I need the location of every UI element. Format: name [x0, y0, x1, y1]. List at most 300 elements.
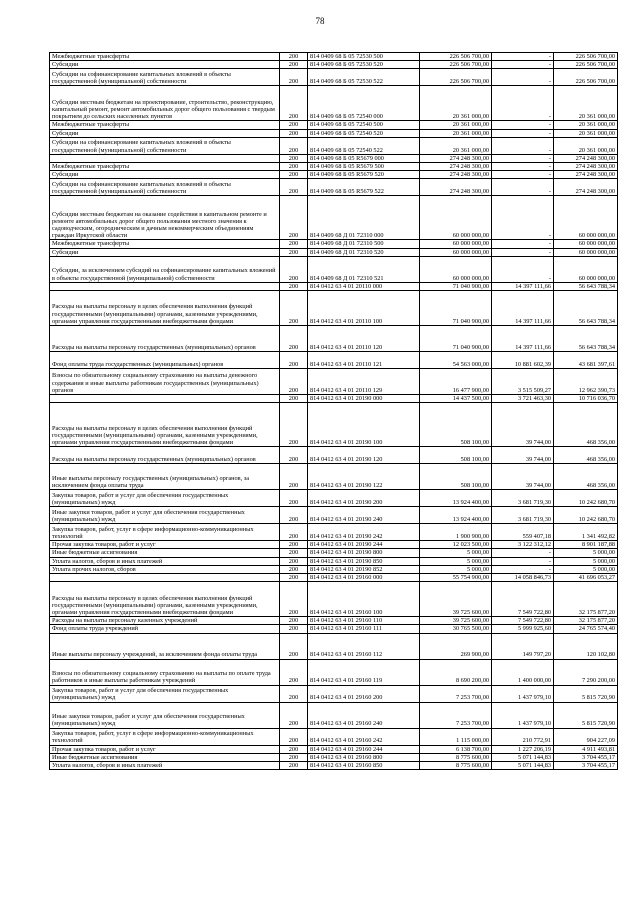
unexecuted-amount-cell: 468 356,00: [554, 447, 618, 464]
line-code-cell: 200: [280, 745, 308, 753]
approved-amount-cell: 60 000 000,00: [420, 256, 492, 282]
line-code-cell: 200: [280, 395, 308, 403]
executed-amount-cell: -: [492, 248, 554, 256]
expense-name-cell: Иные бюджетные ассигнования: [50, 753, 280, 761]
classification-code-cell: 814 0412 63 4 01 29160 242: [308, 728, 420, 745]
unexecuted-amount-cell: 32 175 877,20: [554, 617, 618, 625]
unexecuted-amount-cell: 274 248 300,00: [554, 179, 618, 196]
approved-amount-cell: 71 040 900,00: [420, 291, 492, 326]
classification-code-cell: 814 0409 68 Б 05 R5679 522: [308, 179, 420, 196]
line-code-cell: 200: [280, 753, 308, 761]
classification-code-cell: 814 0412 63 4 01 20190 100: [308, 403, 420, 447]
unexecuted-amount-cell: 5 000,00: [554, 549, 618, 557]
unexecuted-amount-cell: 41 696 053,27: [554, 574, 618, 582]
table-row: [50, 196, 618, 240]
unexecuted-amount-cell: 226 506 700,00: [554, 69, 618, 86]
executed-amount-cell: -: [492, 137, 554, 154]
approved-amount-cell: 274 248 300,00: [420, 171, 492, 179]
expense-name-cell: Уплата налогов, сборов и иных платежей: [50, 557, 280, 565]
unexecuted-amount-cell: 1 341 492,82: [554, 524, 618, 541]
expense-name-cell: Расходы на выплаты персоналу в целях обеспечения выполнения функций государственными (муниципальными) органами, казенными учреждениями, органами управления государственными внебюджетными фондами: [50, 582, 280, 617]
expense-name-cell: Субсидии на софинансирование капитальных вложений в объекты государственной (муниципальной) собственности: [50, 179, 280, 196]
classification-code-cell: 814 0409 68 Д 01 72310 500: [308, 240, 420, 248]
table-row: [50, 179, 618, 196]
classification-code-cell: 814 0409 68 Б 05 R5679 520: [308, 171, 420, 179]
expense-name-cell: Расходы на выплаты персоналу государственных (муниципальных) органов: [50, 447, 280, 464]
unexecuted-amount-cell: 226 506 700,00: [554, 61, 618, 69]
line-code-cell: 200: [280, 282, 308, 290]
line-code-cell: 200: [280, 403, 308, 447]
executed-amount-cell: -: [492, 129, 554, 137]
table-row: [50, 582, 618, 617]
unexecuted-amount-cell: 56 643 788,34: [554, 326, 618, 352]
expense-name-cell: Уплата прочих налогов, сборов: [50, 565, 280, 573]
table-body: [50, 53, 618, 770]
table-row: [50, 541, 618, 549]
expense-name-cell: Закупка товаров, работ, услуг в сфере информационно-коммуникационных технологий: [50, 524, 280, 541]
unexecuted-amount-cell: 5 815 720,90: [554, 685, 618, 702]
line-code-cell: 200: [280, 685, 308, 702]
approved-amount-cell: 60 000 000,00: [420, 196, 492, 240]
executed-amount-cell: -: [492, 565, 554, 573]
line-code-cell: 200: [280, 53, 308, 61]
approved-amount-cell: 39 725 600,00: [420, 617, 492, 625]
expense-name-cell: [50, 282, 280, 290]
classification-code-cell: 814 0412 63 4 01 29160 119: [308, 659, 420, 685]
expense-name-cell: [50, 574, 280, 582]
expense-name-cell: Межбюджетные трансферты: [50, 53, 280, 61]
unexecuted-amount-cell: 120 102,80: [554, 633, 618, 659]
line-code-cell: 200: [280, 61, 308, 69]
executed-amount-cell: -: [492, 69, 554, 86]
approved-amount-cell: 20 361 000,00: [420, 137, 492, 154]
expense-name-cell: Межбюджетные трансферты: [50, 163, 280, 171]
table-row: [50, 753, 618, 761]
table-row: [50, 248, 618, 256]
approved-amount-cell: 508 100,00: [420, 403, 492, 447]
executed-amount-cell: 7 549 722,80: [492, 617, 554, 625]
line-code-cell: 200: [280, 702, 308, 728]
line-code-cell: 200: [280, 574, 308, 582]
unexecuted-amount-cell: 43 681 397,61: [554, 352, 618, 369]
executed-amount-cell: 3 515 509,27: [492, 369, 554, 395]
line-code-cell: 200: [280, 86, 308, 121]
line-code-cell: 200: [280, 240, 308, 248]
expense-name-cell: Иные закупки товаров, работ и услуг для обеспечения государственных (муниципальных) нужд: [50, 702, 280, 728]
classification-code-cell: 814 0409 68 Б 05 72540 522: [308, 137, 420, 154]
expense-name-cell: Субсидии местным бюджетам на проектирование, строительство, реконструкцию, капитальный ремонт, ремонт автомобильных дорог общего пользования с твердым покрытием до сельских населенных пунктов: [50, 86, 280, 121]
line-code-cell: 200: [280, 541, 308, 549]
expense-name-cell: Закупка товаров, работ и услуг для обеспечения государственных (муниципальных) нужд: [50, 685, 280, 702]
unexecuted-amount-cell: 7 290 200,00: [554, 659, 618, 685]
classification-code-cell: 814 0412 63 4 01 20190 850: [308, 557, 420, 565]
line-code-cell: 200: [280, 549, 308, 557]
approved-amount-cell: 7 253 700,00: [420, 685, 492, 702]
classification-code-cell: 814 0412 63 4 01 20190 200: [308, 490, 420, 507]
approved-amount-cell: 16 477 900,00: [420, 369, 492, 395]
unexecuted-amount-cell: 32 175 877,20: [554, 582, 618, 617]
executed-amount-cell: -: [492, 179, 554, 196]
classification-code-cell: 814 0409 68 Д 01 72310 521: [308, 256, 420, 282]
table-row: [50, 745, 618, 753]
approved-amount-cell: 274 248 300,00: [420, 154, 492, 162]
unexecuted-amount-cell: 468 356,00: [554, 403, 618, 447]
expense-name-cell: Иные выплаты персоналу учреждений, за исключением фонда оплаты труда: [50, 633, 280, 659]
classification-code-cell: 814 0412 63 4 01 20110 000: [308, 282, 420, 290]
unexecuted-amount-cell: 56 643 788,34: [554, 282, 618, 290]
expense-name-cell: [50, 395, 280, 403]
approved-amount-cell: 39 725 600,00: [420, 582, 492, 617]
table-row: [50, 326, 618, 352]
executed-amount-cell: 39 744,00: [492, 403, 554, 447]
line-code-cell: 200: [280, 326, 308, 352]
executed-amount-cell: 210 772,91: [492, 728, 554, 745]
approved-amount-cell: 20 361 000,00: [420, 86, 492, 121]
executed-amount-cell: -: [492, 557, 554, 565]
line-code-cell: 200: [280, 507, 308, 524]
executed-amount-cell: -: [492, 240, 554, 248]
executed-amount-cell: 3 122 312,12: [492, 541, 554, 549]
unexecuted-amount-cell: 8 901 187,88: [554, 541, 618, 549]
line-code-cell: 200: [280, 464, 308, 490]
table-row: [50, 163, 618, 171]
expense-name-cell: Субсидии: [50, 248, 280, 256]
executed-amount-cell: 559 407,18: [492, 524, 554, 541]
line-code-cell: 200: [280, 557, 308, 565]
line-code-cell: 200: [280, 369, 308, 395]
approved-amount-cell: 269 900,00: [420, 633, 492, 659]
expense-name-cell: Закупка товаров, работ, услуг в сфере информационно-коммуникационных технологий: [50, 728, 280, 745]
line-code-cell: 200: [280, 196, 308, 240]
classification-code-cell: 814 0412 63 4 01 20190 120: [308, 447, 420, 464]
expense-name-cell: Прочая закупка товаров, работ и услуг: [50, 745, 280, 753]
approved-amount-cell: 5 000,00: [420, 557, 492, 565]
expense-name-cell: Иные закупки товаров, работ и услуг для обеспечения государственных (муниципальных) нужд: [50, 507, 280, 524]
table-row: [50, 403, 618, 447]
line-code-cell: 200: [280, 633, 308, 659]
classification-code-cell: 814 0412 63 4 01 20190 000: [308, 395, 420, 403]
approved-amount-cell: 12 023 500,00: [420, 541, 492, 549]
line-code-cell: 200: [280, 171, 308, 179]
table-row: [50, 464, 618, 490]
classification-code-cell: 814 0409 68 Б 05 72540 520: [308, 129, 420, 137]
approved-amount-cell: 5 000,00: [420, 549, 492, 557]
classification-code-cell: 814 0409 68 Д 01 72310 520: [308, 248, 420, 256]
expense-name-cell: Межбюджетные трансферты: [50, 121, 280, 129]
executed-amount-cell: -: [492, 121, 554, 129]
line-code-cell: 200: [280, 490, 308, 507]
approved-amount-cell: 6 138 700,00: [420, 745, 492, 753]
table-row: [50, 53, 618, 61]
table-row: [50, 352, 618, 369]
classification-code-cell: 814 0412 63 4 01 29160 800: [308, 753, 420, 761]
classification-code-cell: 814 0412 63 4 01 20110 129: [308, 369, 420, 395]
executed-amount-cell: 39 744,00: [492, 464, 554, 490]
expense-name-cell: Субсидии: [50, 61, 280, 69]
expense-name-cell: [50, 154, 280, 162]
expense-name-cell: Иные бюджетные ассигнования: [50, 549, 280, 557]
expense-name-cell: Расходы на выплаты персоналу в целях обеспечения выполнения функций государственными (муниципальными) органами, казенными учреждениями, органами управления государственными внебюджетными фондами: [50, 403, 280, 447]
approved-amount-cell: 8 775 600,00: [420, 753, 492, 761]
table-row: [50, 137, 618, 154]
classification-code-cell: 814 0412 63 4 01 29160 850: [308, 762, 420, 770]
executed-amount-cell: 1 437 979,10: [492, 685, 554, 702]
unexecuted-amount-cell: 274 248 300,00: [554, 163, 618, 171]
approved-amount-cell: 1 900 900,00: [420, 524, 492, 541]
unexecuted-amount-cell: 5 815 720,90: [554, 702, 618, 728]
expense-name-cell: Уплата налогов, сборов и иных платежей: [50, 762, 280, 770]
executed-amount-cell: -: [492, 171, 554, 179]
executed-amount-cell: 149 797,20: [492, 633, 554, 659]
executed-amount-cell: 10 881 602,39: [492, 352, 554, 369]
approved-amount-cell: 54 563 000,00: [420, 352, 492, 369]
approved-amount-cell: 1 115 000,00: [420, 728, 492, 745]
table-row: [50, 762, 618, 770]
table-row: [50, 240, 618, 248]
table-row: [50, 282, 618, 290]
executed-amount-cell: 39 744,00: [492, 447, 554, 464]
classification-code-cell: 814 0412 63 4 01 20110 121: [308, 352, 420, 369]
approved-amount-cell: 71 040 900,00: [420, 282, 492, 290]
classification-code-cell: 814 0412 63 4 01 29160 110: [308, 617, 420, 625]
table-row: [50, 685, 618, 702]
unexecuted-amount-cell: 60 000 000,00: [554, 256, 618, 282]
unexecuted-amount-cell: 12 962 390,73: [554, 369, 618, 395]
approved-amount-cell: 274 248 300,00: [420, 163, 492, 171]
expense-name-cell: Фонд оплаты труда государственных (муниципальных) органов: [50, 352, 280, 369]
expense-name-cell: Взносы по обязательному социальному страхованию на выплаты денежного содержания и иные выплаты работникам государственных (муниципальных) органов: [50, 369, 280, 395]
approved-amount-cell: 14 437 500,00: [420, 395, 492, 403]
table-row: [50, 574, 618, 582]
unexecuted-amount-cell: 60 000 000,00: [554, 240, 618, 248]
executed-amount-cell: -: [492, 549, 554, 557]
expense-name-cell: Расходы на выплаты персоналу государственных (муниципальных) органов: [50, 326, 280, 352]
line-code-cell: 200: [280, 762, 308, 770]
unexecuted-amount-cell: 24 765 574,40: [554, 625, 618, 633]
line-code-cell: 200: [280, 352, 308, 369]
unexecuted-amount-cell: 3 704 455,17: [554, 762, 618, 770]
line-code-cell: 200: [280, 179, 308, 196]
table-row: [50, 129, 618, 137]
table-row: [50, 171, 618, 179]
executed-amount-cell: 3 721 463,30: [492, 395, 554, 403]
approved-amount-cell: 30 765 500,00: [420, 625, 492, 633]
unexecuted-amount-cell: 20 361 000,00: [554, 121, 618, 129]
line-code-cell: 200: [280, 617, 308, 625]
approved-amount-cell: 274 248 300,00: [420, 179, 492, 196]
expense-name-cell: Субсидии: [50, 171, 280, 179]
executed-amount-cell: 1 437 979,10: [492, 702, 554, 728]
expense-name-cell: Расходы на выплаты персоналу в целях обеспечения выполнения функций государственными (муниципальными) органами, казенными учреждениями, органами управления государственными внебюджетными фондами: [50, 291, 280, 326]
classification-code-cell: 814 0409 68 Б 05 R5679 000: [308, 154, 420, 162]
line-code-cell: 200: [280, 659, 308, 685]
table-row: [50, 256, 618, 282]
executed-amount-cell: -: [492, 256, 554, 282]
line-code-cell: 200: [280, 154, 308, 162]
classification-code-cell: 814 0412 63 4 01 29160 100: [308, 582, 420, 617]
table-row: [50, 154, 618, 162]
expense-name-cell: Субсидии на софинансирование капитальных вложений в объекты государственной (муниципальной) собственности: [50, 137, 280, 154]
classification-code-cell: 814 0412 63 4 01 20190 122: [308, 464, 420, 490]
unexecuted-amount-cell: 10 242 680,70: [554, 507, 618, 524]
table-row: [50, 633, 618, 659]
classification-code-cell: 814 0412 63 4 01 29160 112: [308, 633, 420, 659]
approved-amount-cell: 8 690 200,00: [420, 659, 492, 685]
unexecuted-amount-cell: 5 000,00: [554, 557, 618, 565]
approved-amount-cell: 226 506 700,00: [420, 53, 492, 61]
expense-name-cell: Фонд оплаты труда учреждений: [50, 625, 280, 633]
classification-code-cell: 814 0409 68 Б 05 72530 520: [308, 61, 420, 69]
executed-amount-cell: 7 549 722,80: [492, 582, 554, 617]
classification-code-cell: 814 0412 63 4 01 29160 200: [308, 685, 420, 702]
classification-code-cell: 814 0412 63 4 01 20190 240: [308, 507, 420, 524]
unexecuted-amount-cell: 20 361 000,00: [554, 86, 618, 121]
classification-code-cell: 814 0409 68 Б 05 72540 000: [308, 86, 420, 121]
approved-amount-cell: 226 506 700,00: [420, 61, 492, 69]
executed-amount-cell: 3 681 719,30: [492, 490, 554, 507]
approved-amount-cell: 508 100,00: [420, 447, 492, 464]
executed-amount-cell: 14 397 111,66: [492, 326, 554, 352]
classification-code-cell: 814 0412 63 4 01 20190 852: [308, 565, 420, 573]
unexecuted-amount-cell: 468 356,00: [554, 464, 618, 490]
executed-amount-cell: -: [492, 196, 554, 240]
unexecuted-amount-cell: 904 227,09: [554, 728, 618, 745]
approved-amount-cell: 71 040 900,00: [420, 326, 492, 352]
expense-name-cell: Межбюджетные трансферты: [50, 240, 280, 248]
classification-code-cell: 814 0412 63 4 01 20110 100: [308, 291, 420, 326]
classification-code-cell: 814 0412 63 4 01 29160 240: [308, 702, 420, 728]
line-code-cell: 200: [280, 137, 308, 154]
approved-amount-cell: 55 754 900,00: [420, 574, 492, 582]
line-code-cell: 200: [280, 728, 308, 745]
classification-code-cell: 814 0412 63 4 01 20190 800: [308, 549, 420, 557]
classification-code-cell: 814 0412 63 4 01 29160 244: [308, 745, 420, 753]
classification-code-cell: 814 0412 63 4 01 29160 111: [308, 625, 420, 633]
approved-amount-cell: 13 924 400,00: [420, 507, 492, 524]
expense-name-cell: Субсидии, за исключением субсидий на софинансирование капитальных вложений в объекты государственной (муниципальной) собственности: [50, 256, 280, 282]
executed-amount-cell: -: [492, 163, 554, 171]
executed-amount-cell: 5 999 925,60: [492, 625, 554, 633]
line-code-cell: 200: [280, 256, 308, 282]
expense-name-cell: Расходы на выплаты персоналу казенных учреждений: [50, 617, 280, 625]
approved-amount-cell: 8 775 600,00: [420, 762, 492, 770]
expense-name-cell: Субсидии: [50, 129, 280, 137]
table-row: [50, 659, 618, 685]
classification-code-cell: 814 0412 63 4 01 29160 000: [308, 574, 420, 582]
table-row: [50, 61, 618, 69]
approved-amount-cell: 7 253 700,00: [420, 702, 492, 728]
line-code-cell: 200: [280, 447, 308, 464]
unexecuted-amount-cell: 20 361 000,00: [554, 137, 618, 154]
table-row: [50, 728, 618, 745]
executed-amount-cell: -: [492, 61, 554, 69]
executed-amount-cell: 1 227 206,19: [492, 745, 554, 753]
executed-amount-cell: 5 071 144,83: [492, 762, 554, 770]
line-code-cell: 200: [280, 121, 308, 129]
page-number: 78: [315, 16, 325, 26]
executed-amount-cell: 5 071 144,83: [492, 753, 554, 761]
approved-amount-cell: 13 924 400,00: [420, 490, 492, 507]
table-row: [50, 69, 618, 86]
expense-name-cell: Субсидии на софинансирование капитальных вложений в объекты государственной (муниципальной) собственности: [50, 69, 280, 86]
budget-execution-table: [49, 52, 618, 770]
line-code-cell: 200: [280, 248, 308, 256]
expense-name-cell: Закупка товаров, работ и услуг для обеспечения государственных (муниципальных) нужд: [50, 490, 280, 507]
classification-code-cell: 814 0412 63 4 01 20190 244: [308, 541, 420, 549]
unexecuted-amount-cell: 274 248 300,00: [554, 154, 618, 162]
approved-amount-cell: 508 100,00: [420, 464, 492, 490]
line-code-cell: 200: [280, 625, 308, 633]
table-row: [50, 565, 618, 573]
approved-amount-cell: 60 000 000,00: [420, 240, 492, 248]
unexecuted-amount-cell: 4 911 493,81: [554, 745, 618, 753]
table-row: [50, 490, 618, 507]
executed-amount-cell: -: [492, 154, 554, 162]
approved-amount-cell: 5 000,00: [420, 565, 492, 573]
line-code-cell: 200: [280, 69, 308, 86]
executed-amount-cell: 14 058 846,73: [492, 574, 554, 582]
unexecuted-amount-cell: 60 000 000,00: [554, 248, 618, 256]
expense-name-cell: Субсидии местным бюджетам на оказание содействия в капитальном ремонте и ремонте автомобильных дорог общего пользования местного значения к садоводческим, огородническим и дачным некоммерческим объединениям граждан Иркутской области: [50, 196, 280, 240]
table-row: [50, 617, 618, 625]
unexecuted-amount-cell: 3 704 455,17: [554, 753, 618, 761]
unexecuted-amount-cell: 226 506 700,00: [554, 53, 618, 61]
executed-amount-cell: -: [492, 53, 554, 61]
executed-amount-cell: 1 400 000,00: [492, 659, 554, 685]
line-code-cell: 200: [280, 565, 308, 573]
classification-code-cell: 814 0409 68 Б 05 72540 500: [308, 121, 420, 129]
line-code-cell: 200: [280, 129, 308, 137]
executed-amount-cell: 14 397 111,66: [492, 282, 554, 290]
unexecuted-amount-cell: 10 242 680,70: [554, 490, 618, 507]
approved-amount-cell: 20 361 000,00: [420, 121, 492, 129]
table-row: [50, 524, 618, 541]
unexecuted-amount-cell: 5 000,00: [554, 565, 618, 573]
table-row: [50, 447, 618, 464]
approved-amount-cell: 20 361 000,00: [420, 129, 492, 137]
line-code-cell: 200: [280, 291, 308, 326]
classification-code-cell: 814 0409 68 Б 05 R5679 500: [308, 163, 420, 171]
classification-code-cell: 814 0412 63 4 01 20190 242: [308, 524, 420, 541]
expense-name-cell: Иные выплаты персоналу государственных (муниципальных) органов, за исключением фонда оплаты труда: [50, 464, 280, 490]
line-code-cell: 200: [280, 524, 308, 541]
unexecuted-amount-cell: 60 000 000,00: [554, 196, 618, 240]
line-code-cell: 200: [280, 163, 308, 171]
table-row: [50, 702, 618, 728]
table-row: [50, 395, 618, 403]
table-row: [50, 86, 618, 121]
classification-code-cell: 814 0412 63 4 01 20110 120: [308, 326, 420, 352]
unexecuted-amount-cell: 56 643 788,34: [554, 291, 618, 326]
expense-name-cell: Прочая закупка товаров, работ и услуг: [50, 541, 280, 549]
table-row: [50, 507, 618, 524]
table-row: [50, 369, 618, 395]
unexecuted-amount-cell: 10 716 036,70: [554, 395, 618, 403]
approved-amount-cell: 226 506 700,00: [420, 69, 492, 86]
classification-code-cell: 814 0409 68 Б 05 72530 500: [308, 53, 420, 61]
classification-code-cell: 814 0409 68 Д 01 72310 000: [308, 196, 420, 240]
executed-amount-cell: 14 397 111,66: [492, 291, 554, 326]
unexecuted-amount-cell: 274 248 300,00: [554, 171, 618, 179]
table-row: [50, 121, 618, 129]
line-code-cell: 200: [280, 582, 308, 617]
executed-amount-cell: 3 681 719,30: [492, 507, 554, 524]
table-row: [50, 557, 618, 565]
table-row: [50, 291, 618, 326]
approved-amount-cell: 60 000 000,00: [420, 248, 492, 256]
expense-name-cell: Взносы по обязательному социальному страхованию на выплаты по оплате труда работников и иные выплаты работникам учреждений: [50, 659, 280, 685]
classification-code-cell: 814 0409 68 Б 05 72530 522: [308, 69, 420, 86]
